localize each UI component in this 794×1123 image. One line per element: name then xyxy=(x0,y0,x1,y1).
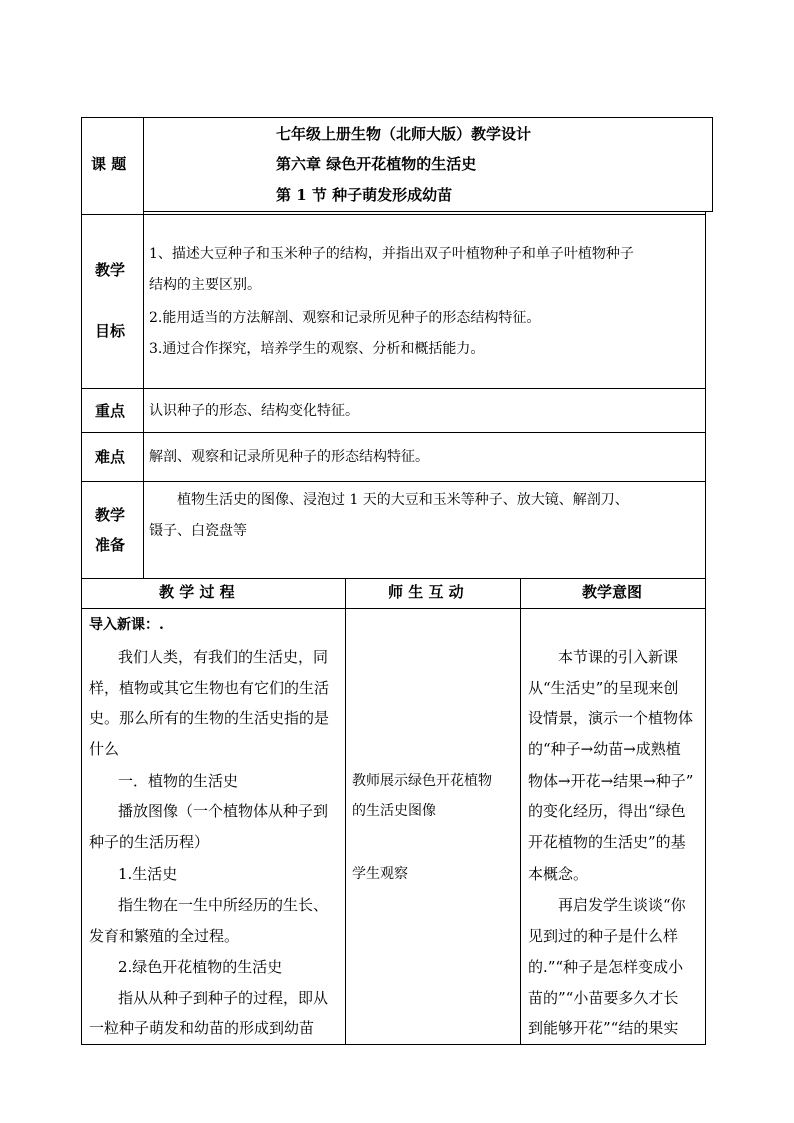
intent-line: 本概念。 xyxy=(528,865,589,883)
process-line: 播放图像（一个植物体从种子到 xyxy=(118,802,329,820)
objective-line: 1、描述大豆种子和玉米种子的结构，并指出双子叶植物种子和单子叶植物种子 xyxy=(149,246,634,262)
section-title: 第 1 节 种子萌发形成幼苗 xyxy=(276,186,453,204)
process-line: 什么 xyxy=(89,740,120,758)
intent-line: 再启发学生谈谈“你 xyxy=(558,896,686,914)
preparation-label-1: 教学 xyxy=(95,506,126,524)
preparation-line: 镊子、白瓷盘等 xyxy=(149,523,247,539)
intent-line: 本节课的引入新课 xyxy=(558,648,679,666)
intent-line: 开花植物的生活史”的基 xyxy=(528,833,686,851)
key-point-label: 重点 xyxy=(95,402,126,420)
intent-line: 的.”“种子是怎样变成小 xyxy=(528,958,684,976)
process-header-intent: 教学意图 xyxy=(582,583,643,601)
key-point-text: 认识种子的形态、结构变化特征。 xyxy=(149,403,359,419)
objective-line: 3.通过合作探究，培养学生的观察、分析和概括能力。 xyxy=(149,341,485,357)
objectives-label-2: 目标 xyxy=(95,322,126,340)
table-border-right xyxy=(705,211,706,1045)
process-column-divider-1 xyxy=(345,578,346,1045)
difficulty-text: 解剖、观察和记录所见种子的形态结构特征。 xyxy=(149,449,429,465)
objective-line: 结构的主要区别。 xyxy=(149,277,261,293)
intent-line: 的“种子→幼苗→成熟植 xyxy=(528,740,681,758)
intent-line: 苗的”“小苗要多久才长 xyxy=(528,989,679,1007)
process-header-bottom xyxy=(81,608,706,609)
row-divider-preparation xyxy=(81,578,706,579)
row-divider-keypoint xyxy=(81,432,706,433)
process-line: 种子的生活历程） xyxy=(89,833,210,851)
process-line: 史。那么所有的生物的生活史指的是 xyxy=(89,709,330,727)
label-column-divider xyxy=(143,117,144,578)
process-column-divider-2 xyxy=(520,578,521,1045)
objectives-label-1: 教学 xyxy=(95,261,126,279)
intent-line: 到能够开花”“结的果实 xyxy=(528,1019,679,1037)
intent-line: 的变化经历，得出“绿色 xyxy=(528,802,686,820)
header-right-border xyxy=(712,117,713,211)
header-bottom-line xyxy=(143,211,713,212)
table-border-bottom xyxy=(81,1044,706,1045)
table-border-top xyxy=(81,117,713,118)
process-line: 1.生活史 xyxy=(118,865,178,883)
chapter-title: 第六章 绿色开花植物的生活史 xyxy=(276,155,477,173)
interaction-line: 的生活史图像 xyxy=(352,803,436,819)
row-divider-objectives xyxy=(81,388,706,389)
document-title: 七年级上册生物（北师大版）教学设计 xyxy=(276,125,532,143)
process-line: 一．植物的生活史 xyxy=(118,772,239,790)
preparation-line: 植物生活史的图像、浸泡过 1 天的大豆和玉米等种子、放大镜、解剖刀、 xyxy=(177,492,629,508)
intent-line: 物体→开花→结果→种子” xyxy=(528,772,694,790)
process-line: 指从从种子到种子的过程，即从 xyxy=(118,989,329,1007)
process-line: 指生物在一生中所经历的生长、 xyxy=(118,896,329,914)
preparation-label-2: 准备 xyxy=(95,536,126,554)
row-divider-header xyxy=(81,214,706,215)
row-divider-difficulty xyxy=(81,481,706,482)
interaction-line: 学生观察 xyxy=(352,866,408,882)
table-border-left xyxy=(81,117,82,1045)
interaction-line: 教师展示绿色开花植物 xyxy=(352,773,492,789)
intent-line: 见到过的种子是什么样 xyxy=(528,927,679,945)
intent-line: 从“生活史”的呈现来创 xyxy=(528,679,679,697)
objective-line: 2.能用适当的方法解剖、观察和记录所见种子的形态结构特征。 xyxy=(149,310,541,326)
difficulty-label: 难点 xyxy=(95,448,126,466)
intent-line: 设情景，演示一个植物体 xyxy=(528,709,694,727)
process-line: 发育和繁殖的全过程。 xyxy=(89,927,240,945)
process-line: 一粒种子萌发和幼苗的形成到幼苗 xyxy=(89,1019,315,1037)
process-line: 样，植物或其它生物也有它们的生活 xyxy=(89,679,330,697)
process-header-teaching: 教 学 过 程 xyxy=(159,583,235,601)
process-line: 2.绿色开花植物的生活史 xyxy=(118,958,283,976)
process-header-interaction: 师 生 互 动 xyxy=(388,583,464,601)
header-label: 课 题 xyxy=(91,155,127,173)
intro-heading: 导入新课：. xyxy=(89,617,164,633)
process-line: 我们人类，有我们的生活史，同 xyxy=(118,648,329,666)
